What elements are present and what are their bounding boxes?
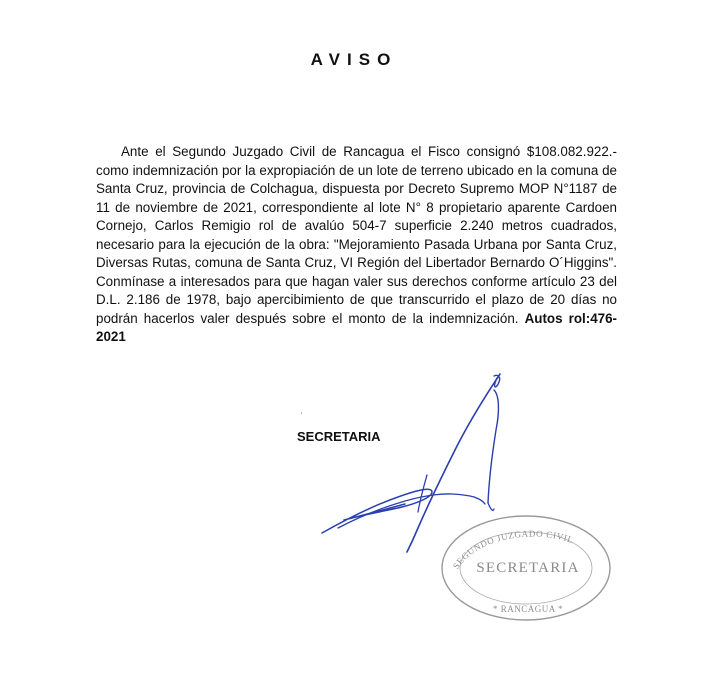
- notice-body-main: Ante el Segundo Juzgado Civil de Rancagua el Fisco consignó $108.082.922.- como indemnización por la expropiación de un lote de terreno ubicado en la comuna de Santa Cruz, provincia de Colchagua, dispuesta por Decreto Supremo MOP N°1187 de 11 de noviembre de 2021, correspondiente al lote N° 8 propietario aparente Cardoen Cornejo, Carlos Remigio rol de avalúo 504-7 superficie 2.240 metros cuadrados, necesario para la ejecución de la obra: "Mejoramiento Pasada Urbana por Santa Cruz, Diversas Rutas, comuna de Santa Cruz, VI Región del Libertador Bernardo O´Higgins". Conmínase a interesados para que hagan valer sus derechos conforme artículo 23 del D.L. 2.186 de 1978, bajo apercibimiento de que transcurrido el plazo de 20 días no podrán hacerlos valer después sobre el monto de la indemnización.: [96, 144, 617, 326]
- stamp-center-text: SECRETARIA: [476, 560, 580, 576]
- stamp-outer-ring: [442, 516, 610, 620]
- signature-stroke-7: [488, 503, 494, 510]
- court-stamp: [442, 516, 610, 620]
- signature-stroke-4: [322, 489, 432, 533]
- signer-title: SECRETARIA: [297, 429, 381, 444]
- signature-stroke-1: [407, 374, 500, 552]
- stamp-inner-ring: [460, 532, 592, 604]
- stamp-bottom-text: * RANCAGUA *: [492, 604, 564, 614]
- small-mark: ': [301, 413, 303, 419]
- notice-body: [96, 143, 617, 347]
- document-title: AVISO: [310, 50, 398, 69]
- stamp-top-text: SEGUNDO JUZGADO CIVIL: [450, 528, 575, 571]
- signature-stroke-2: [494, 375, 500, 387]
- handwritten-signature: [322, 374, 500, 552]
- signature-stroke-5: [338, 494, 485, 528]
- signature-stroke-3: [488, 390, 498, 503]
- signature-stroke-6: [418, 475, 427, 512]
- case-number: Autos rol:476-2021: [96, 310, 618, 344]
